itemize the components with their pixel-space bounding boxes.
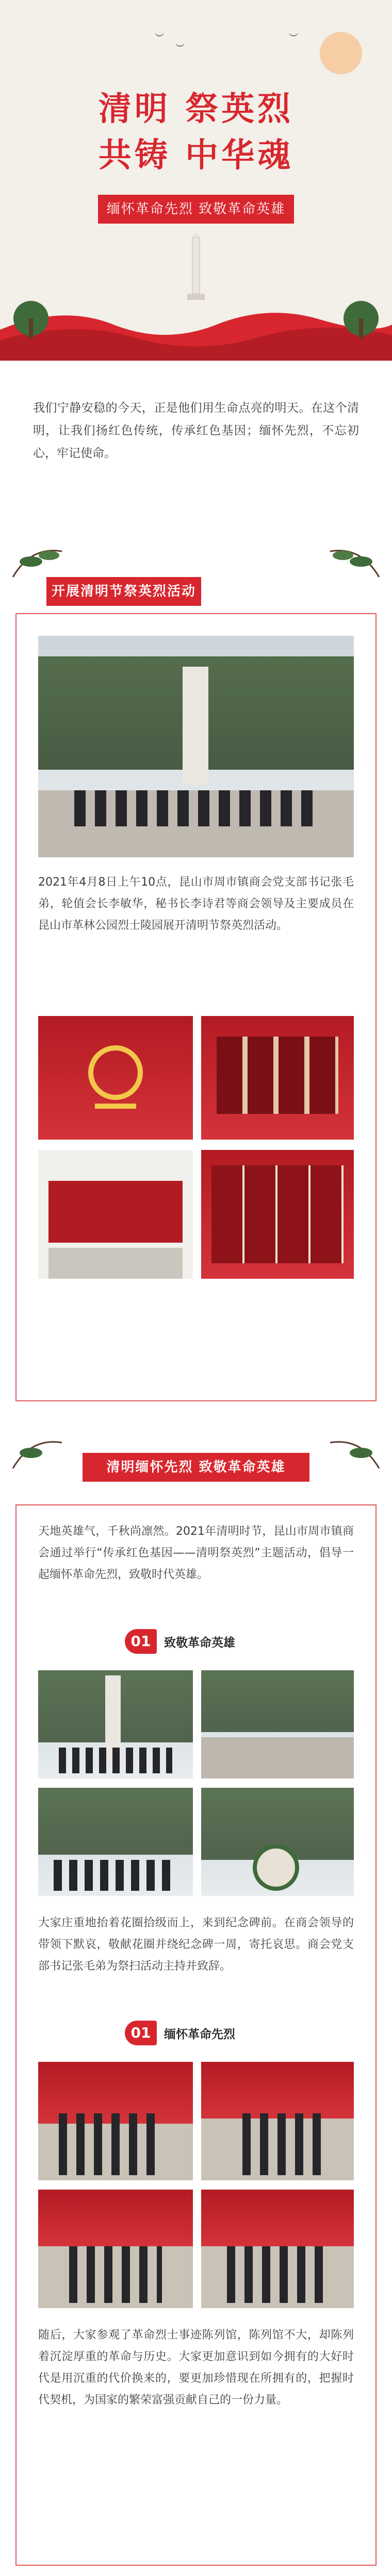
header-banner bbox=[0, 0, 392, 361]
photo-silent-tribute bbox=[38, 1788, 193, 1896]
section2-card-wrap bbox=[0, 1504, 392, 2576]
photo-party-emblem-wall bbox=[38, 1016, 193, 1140]
leaf-icon bbox=[325, 541, 382, 582]
photo-museum-visit-2 bbox=[201, 2062, 354, 2180]
photo-exhibit-panels bbox=[201, 1150, 354, 1279]
part2-label: 缅怀革命先烈 bbox=[164, 2027, 235, 2041]
leaf-icon bbox=[325, 1432, 382, 1473]
sun-decoration bbox=[320, 32, 362, 74]
bird-icon: ︶ bbox=[175, 43, 185, 54]
part1-paragraph: 大家庄重地抬着花圈拾级而上，来到纪念碑前。在商会领导的带领下默哀，敬献花圈并绕纪念碑一周，寄托哀思。商会党支部书记张毛弟为祭扫活动主持并致辞。 bbox=[38, 1917, 354, 1973]
section1-paragraph: 2021年4月8日上午10点，昆山市周市镇商会党支部书记张毛弟，轮值会长李敏华，秘书长李诗君等商会领导及主要成员在昆山市革林公园烈士陵园展开清明节祭英烈活动。 bbox=[38, 876, 354, 932]
section1-banner-row bbox=[0, 526, 392, 613]
photo-memorial-group bbox=[38, 636, 354, 857]
section2-banner-row bbox=[0, 1417, 392, 1504]
section2-banner: 清明缅怀先烈 致敬革命英雄 bbox=[83, 1453, 309, 1482]
title-line2: 共铸 中华魂 bbox=[98, 137, 294, 175]
decorative-hills bbox=[0, 273, 392, 361]
bird-icon: ︶ bbox=[155, 33, 164, 44]
part1-tag bbox=[125, 1629, 235, 1654]
header-tagline: 缅怀革命先烈 致敬革命英雄 bbox=[98, 195, 294, 224]
photo-exhibit-sign bbox=[38, 1150, 193, 1279]
section2-paragraph: 天地英雄气，千秋尚凛然。2021年清明时节，昆山市周市镇商会通过举行“传承红色基因——清明祭英烈”主题活动，倡导一起缅怀革命先烈，致敬时代英雄。 bbox=[38, 1525, 354, 1581]
photo-museum-visit-4 bbox=[201, 2190, 354, 2308]
photo-museum-visit-3 bbox=[38, 2190, 193, 2308]
title-line1: 清明 祭英烈 bbox=[98, 90, 294, 128]
photo-memorial-steps bbox=[201, 1670, 354, 1778]
photo-wreath-procession bbox=[38, 1670, 193, 1778]
leaf-icon bbox=[10, 541, 67, 582]
photo-wreath-laying bbox=[201, 1788, 354, 1896]
section2-card bbox=[15, 1504, 377, 2566]
photo-museum-visit-1 bbox=[38, 2062, 193, 2180]
part2-tag bbox=[125, 2021, 235, 2045]
section1-card bbox=[15, 613, 377, 1401]
part2-paragraph: 随后，大家参观了革命烈士事迹陈列馆，陈列馆不大，却陈列着沉淀厚重的革命与历史。大家更加意识到如今拥有的大好时代是用沉重的代价换来的，要更加珍惜现在所拥有的，把握时代契机，为国家的繁荣富强贡献自己的一份力量。 bbox=[38, 2329, 354, 2406]
part1-number: 01 bbox=[125, 1629, 157, 1654]
part2-number: 01 bbox=[125, 2021, 157, 2045]
photo-exhibit-hall bbox=[201, 1016, 354, 1140]
bird-icon: ︶ bbox=[289, 33, 298, 44]
intro-paragraph: 我们宁静安稳的今天，正是他们用生命点亮的明天。在这个清明，让我们扬红色传统，传承红色基因；缅怀先烈，不忘初心，牢记使命。 bbox=[33, 401, 359, 460]
section1-card-wrap bbox=[0, 613, 392, 1417]
leaf-icon bbox=[10, 1432, 67, 1473]
party-emblem-icon bbox=[38, 1016, 193, 1140]
part1-label: 致敬革命英雄 bbox=[164, 1636, 235, 1650]
section1-banner: 开展清明节祭英烈活动 bbox=[46, 577, 201, 606]
